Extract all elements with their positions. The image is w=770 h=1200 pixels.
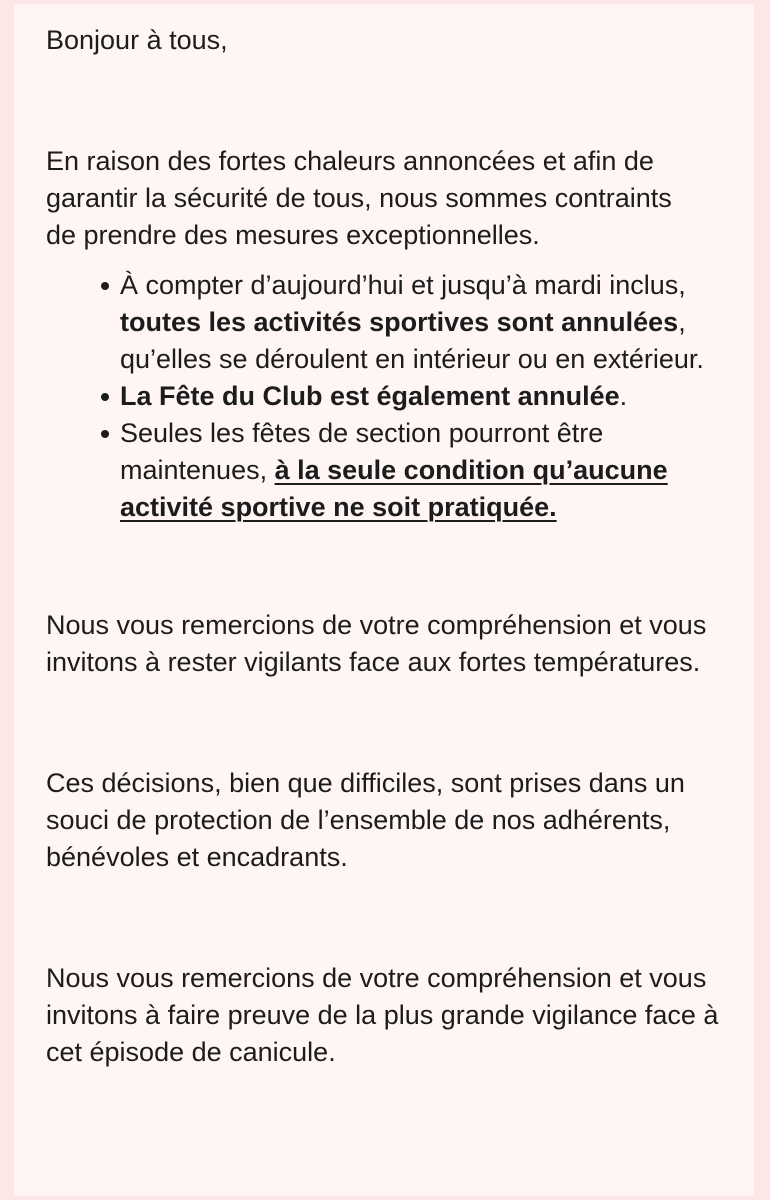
list-item-activities xyxy=(120,267,730,378)
bullet-bold-underlined-text: à la seule condition qu’aucune activité sportive ne soit pratiquée. xyxy=(120,455,668,522)
list-item-section-parties xyxy=(120,415,730,526)
bullet-text: Seules les fêtes de section pourront être maintenues, xyxy=(120,418,604,485)
thanks-paragraph-1: Nous vous remercions de votre compréhension et vous invitons à rester vigilants face aux fortes températures. xyxy=(46,610,707,677)
thanks-paragraph-2: Nous vous remercions de votre compréhension et vous invitons à faire preuve de la plus grande vigilance face à cet épisode de canicule. xyxy=(46,963,719,1067)
bullet-text: , qu’elles se déroulent en intérieur ou en extérieur. xyxy=(120,307,704,374)
decision-paragraph: Ces décisions, bien que difficiles, sont prises dans un souci de protection de l’ensemble de nos adhérents, bénévoles et encadrants. xyxy=(46,768,685,872)
bullet-text: À compter d’aujourd’hui et jusqu’à mardi inclus, xyxy=(120,270,686,300)
bullet-bold-text: toutes les activités sportives sont annulées xyxy=(120,307,679,337)
measures-list xyxy=(46,267,730,526)
intro-paragraph: En raison des fortes chaleurs annoncées et afin de garantir la sécurité de tous, nous sommes contraints de prendre des mesures exceptionnelles. xyxy=(46,146,672,250)
bullet-bold-text: La Fête du Club est également annulée xyxy=(120,381,620,411)
list-item-club-party xyxy=(120,378,730,415)
bullet-text: . xyxy=(619,381,628,411)
message-card xyxy=(14,4,754,1196)
greeting: Bonjour à tous, xyxy=(46,25,228,55)
